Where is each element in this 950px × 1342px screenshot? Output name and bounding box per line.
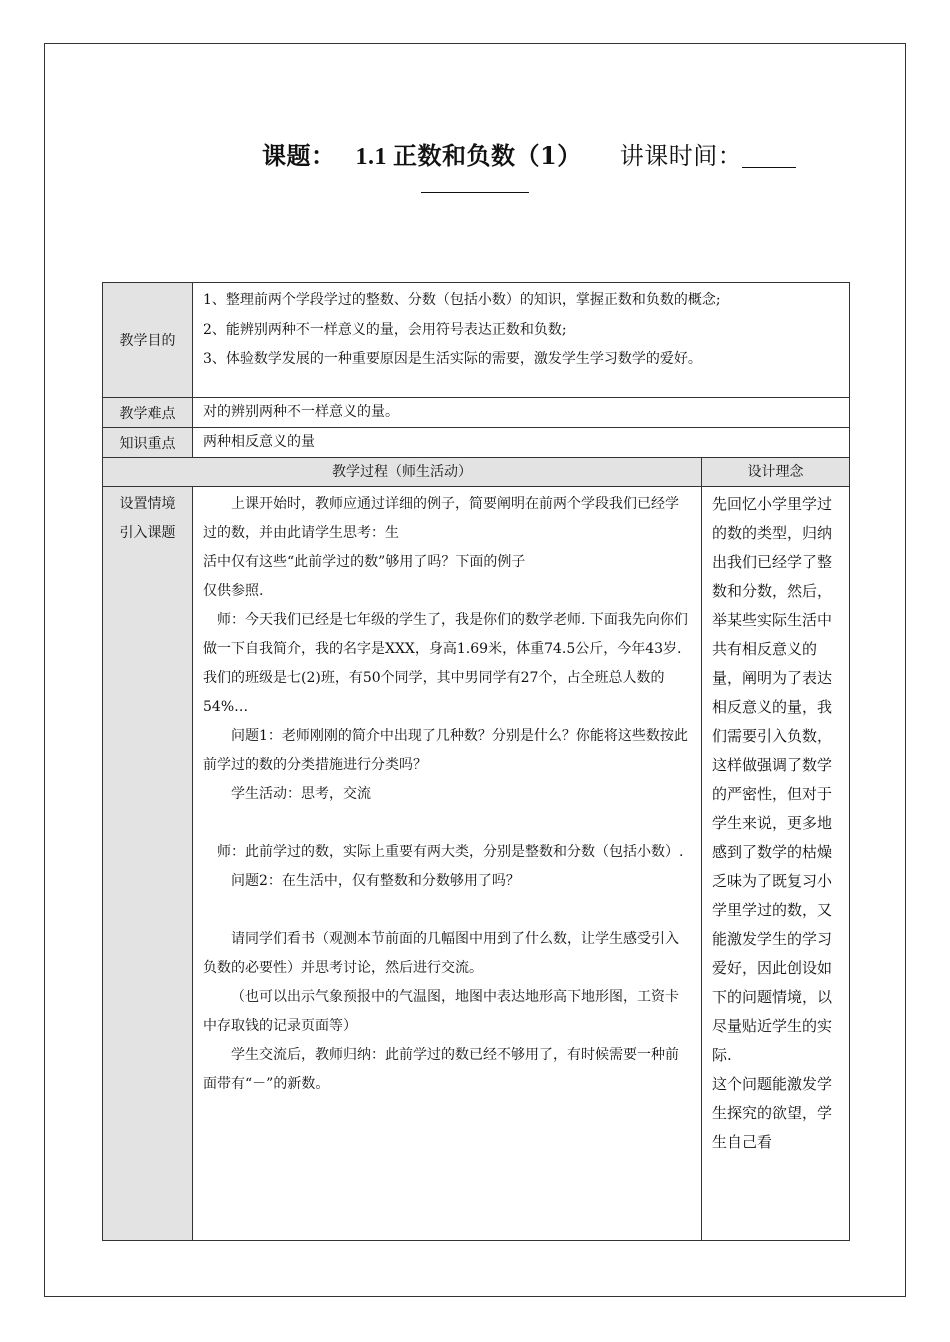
design-note: 先回忆小学里学过的数的类型，归纳出我们已经学了整数和分数，然后，举某些实际生活中共有相反意义的量，阐明为了表达相反意义的量，我们需要引入负数，这样做强调了数学的严密性，但对于学生来说，更多地感到了数学的枯燥乏味为了既复习小学里学过的数，又能激发学生的学习爱好，因此创设如下的问题情境，以尽量贴近学生的实际. [712,495,833,1064]
paragraph: 仅供参照. [203,583,264,599]
paragraph: 问题2：在生活中，仅有整数和分数够用了吗？ [231,873,520,889]
section-label-line: 引入课题 [119,525,176,541]
key-point-row [103,428,850,458]
paragraph: 上课开始时，教师应通过详细的例子，简要阐明在前两个学段我们已经学过的数，并由此请学生思考：生 [203,496,679,541]
difficulty-text: 对的辨别两种不一样意义的量。 [193,398,850,428]
title-label: 课题： [262,141,336,170]
section-label-line: 设置情境 [119,496,176,512]
paragraph: 师：此前学过的数，实际上重要有两大类，分别是整数和分数（包括小数）. [217,844,684,860]
design-notes [702,487,850,1241]
process-header: 教学过程（师生活动） [103,458,702,487]
paragraph: 活中仅有这些“此前学过的数”够用了吗？下面的例子 [203,554,526,570]
difficulty-label: 教学难点 [103,398,193,428]
paragraph: （也可以出示气象预报中的气温图，地图中表达地形高下地形图，工资卡中存取钱的记录页面等） [203,989,679,1034]
page-title [262,136,796,171]
lecture-time-blank [742,145,796,168]
objective-item: 2、能辨别两种不一样意义的量，会用符号表达正数和负数; [203,321,567,338]
blank-line [203,896,691,925]
section-label [103,487,193,1241]
lecture-time-label: 讲课时间： [619,142,743,170]
difficulty-row [103,398,850,428]
objectives-row [103,283,850,398]
objectives-content [193,283,850,398]
process-header-row [103,458,850,487]
lesson-name: 正数和负数（1） [393,141,582,170]
design-note: 这个问题能激发学生探究的欲望，学生自己看 [712,1075,833,1151]
paragraph: 学生活动：思考，交流 [231,786,371,802]
paragraph: 请同学们看书（观测本节前面的几幅图中用到了什么数，让学生感受引入负数的必要性）并思考讨论，然后进行交流。 [203,931,679,976]
design-header: 设计理念 [702,458,850,487]
key-point-label: 知识重点 [103,428,193,458]
objectives-label: 教学目的 [103,283,193,398]
key-point-text: 两种相反意义的量 [193,428,850,458]
lesson-plan-table [102,282,850,1241]
paragraph: 师：今天我们已经是七年级的学生了，我是你们的数学老师. 下面我先向你们做一下自我简介，我的名字是XXX，身高1.69米，体重74.5公斤，今年43岁. 我们的班级是七(2)班，有50个同学，其中男同学有27个，占全班总人数的54%… [203,612,688,715]
paragraph: 问题1：老师刚刚的简介中出现了几种数？分别是什么？你能将这些数按此前学过的数的分类措施进行分类吗？ [203,728,688,773]
objective-item: 3、体验数学发展的一种重要原因是生活实际的需要，激发学生学习数学的爱好。 [203,351,702,367]
process-content [193,487,702,1241]
objective-item: 1、整理前两个学段学过的整数、分数（包括小数）的知识，掌握正数和负数的概念; [203,292,721,308]
blank-line [203,809,691,838]
process-row [103,487,850,1241]
lesson-number: 1.1 [355,144,387,170]
paragraph: 学生交流后，教师归纳：此前学过的数已经不够用了，有时候需要一种前面带有“－”的新数。 [203,1047,679,1092]
lecture-time-blank-continued [421,192,529,193]
